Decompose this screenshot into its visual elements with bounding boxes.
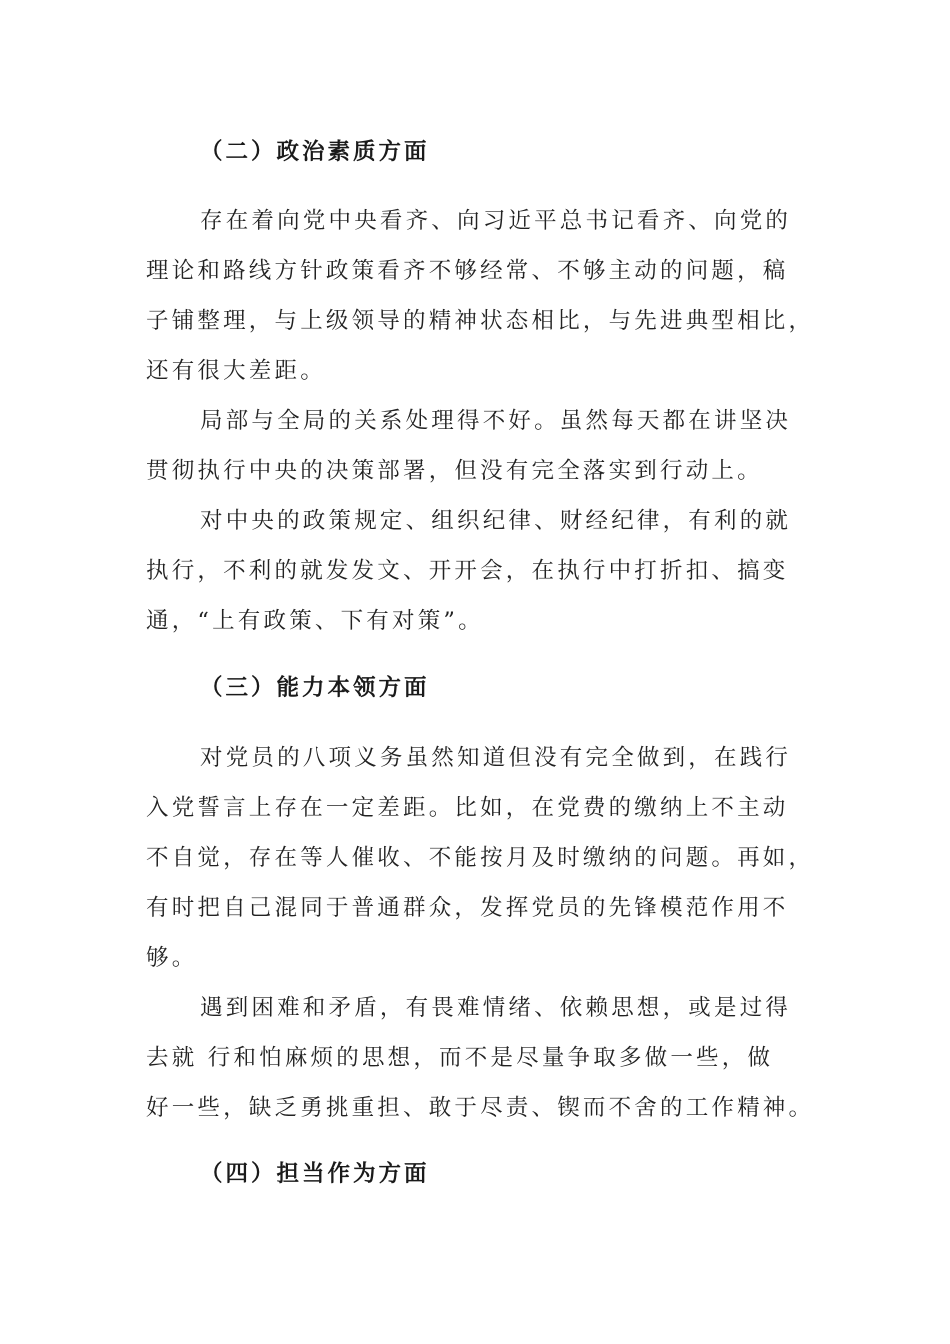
text-line: 还有很大差距。	[146, 358, 326, 384]
section-heading-ability: （三）能力本领方面	[200, 675, 430, 701]
text-line: 有时把自己混同于普通群众，发挥党员的先锋模范作用不	[146, 895, 789, 921]
text-line: 通，“上有政策、下有对策”。	[146, 608, 484, 634]
text-line: 存在着向党中央看齐、向习近平总书记看齐、向党的	[200, 208, 792, 234]
text-line: 好一些，缺乏勇挑重担、敢于尽责、锲而不舍的工作精神。	[146, 1095, 815, 1121]
text-line: 遇到困难和矛盾，有畏难情绪、依赖思想，或是过得	[200, 995, 792, 1021]
text-line: 对中央的政策规定、组织纪律、财经纪律，有利的就	[200, 508, 792, 534]
text-line: 理论和路线方针政策看齐不够经常、不够主动的问题，稿	[146, 258, 789, 284]
text-line: 够。	[146, 945, 198, 971]
text-line: 对党员的八项义务虽然知道但没有完全做到，在践行	[200, 745, 792, 771]
text-line: 子铺整理，与上级领导的精神状态相比，与先进典型相比，	[146, 308, 815, 334]
text-line: 局部与全局的关系处理得不好。虽然每天都在讲坚决	[200, 408, 792, 434]
section-heading-political-quality: （二）政治素质方面	[200, 139, 430, 165]
text-line: 贯彻执行中央的决策部署，但没有完全落实到行动上。	[146, 458, 763, 484]
text-line: 执行，不利的就发发文、开开会，在执行中打折扣、搞变	[146, 558, 789, 584]
section-heading-responsibility: （四）担当作为方面	[200, 1161, 430, 1187]
text-line: 去就 行和怕麻烦的思想，而不是尽量争取多做一些，做	[146, 1045, 774, 1071]
text-line: 入党誓言上存在一定差距。比如，在党费的缴纳上不主动	[146, 795, 789, 821]
text-line: 不自觉，存在等人催收、不能按月及时缴纳的问题。再如，	[146, 845, 815, 871]
